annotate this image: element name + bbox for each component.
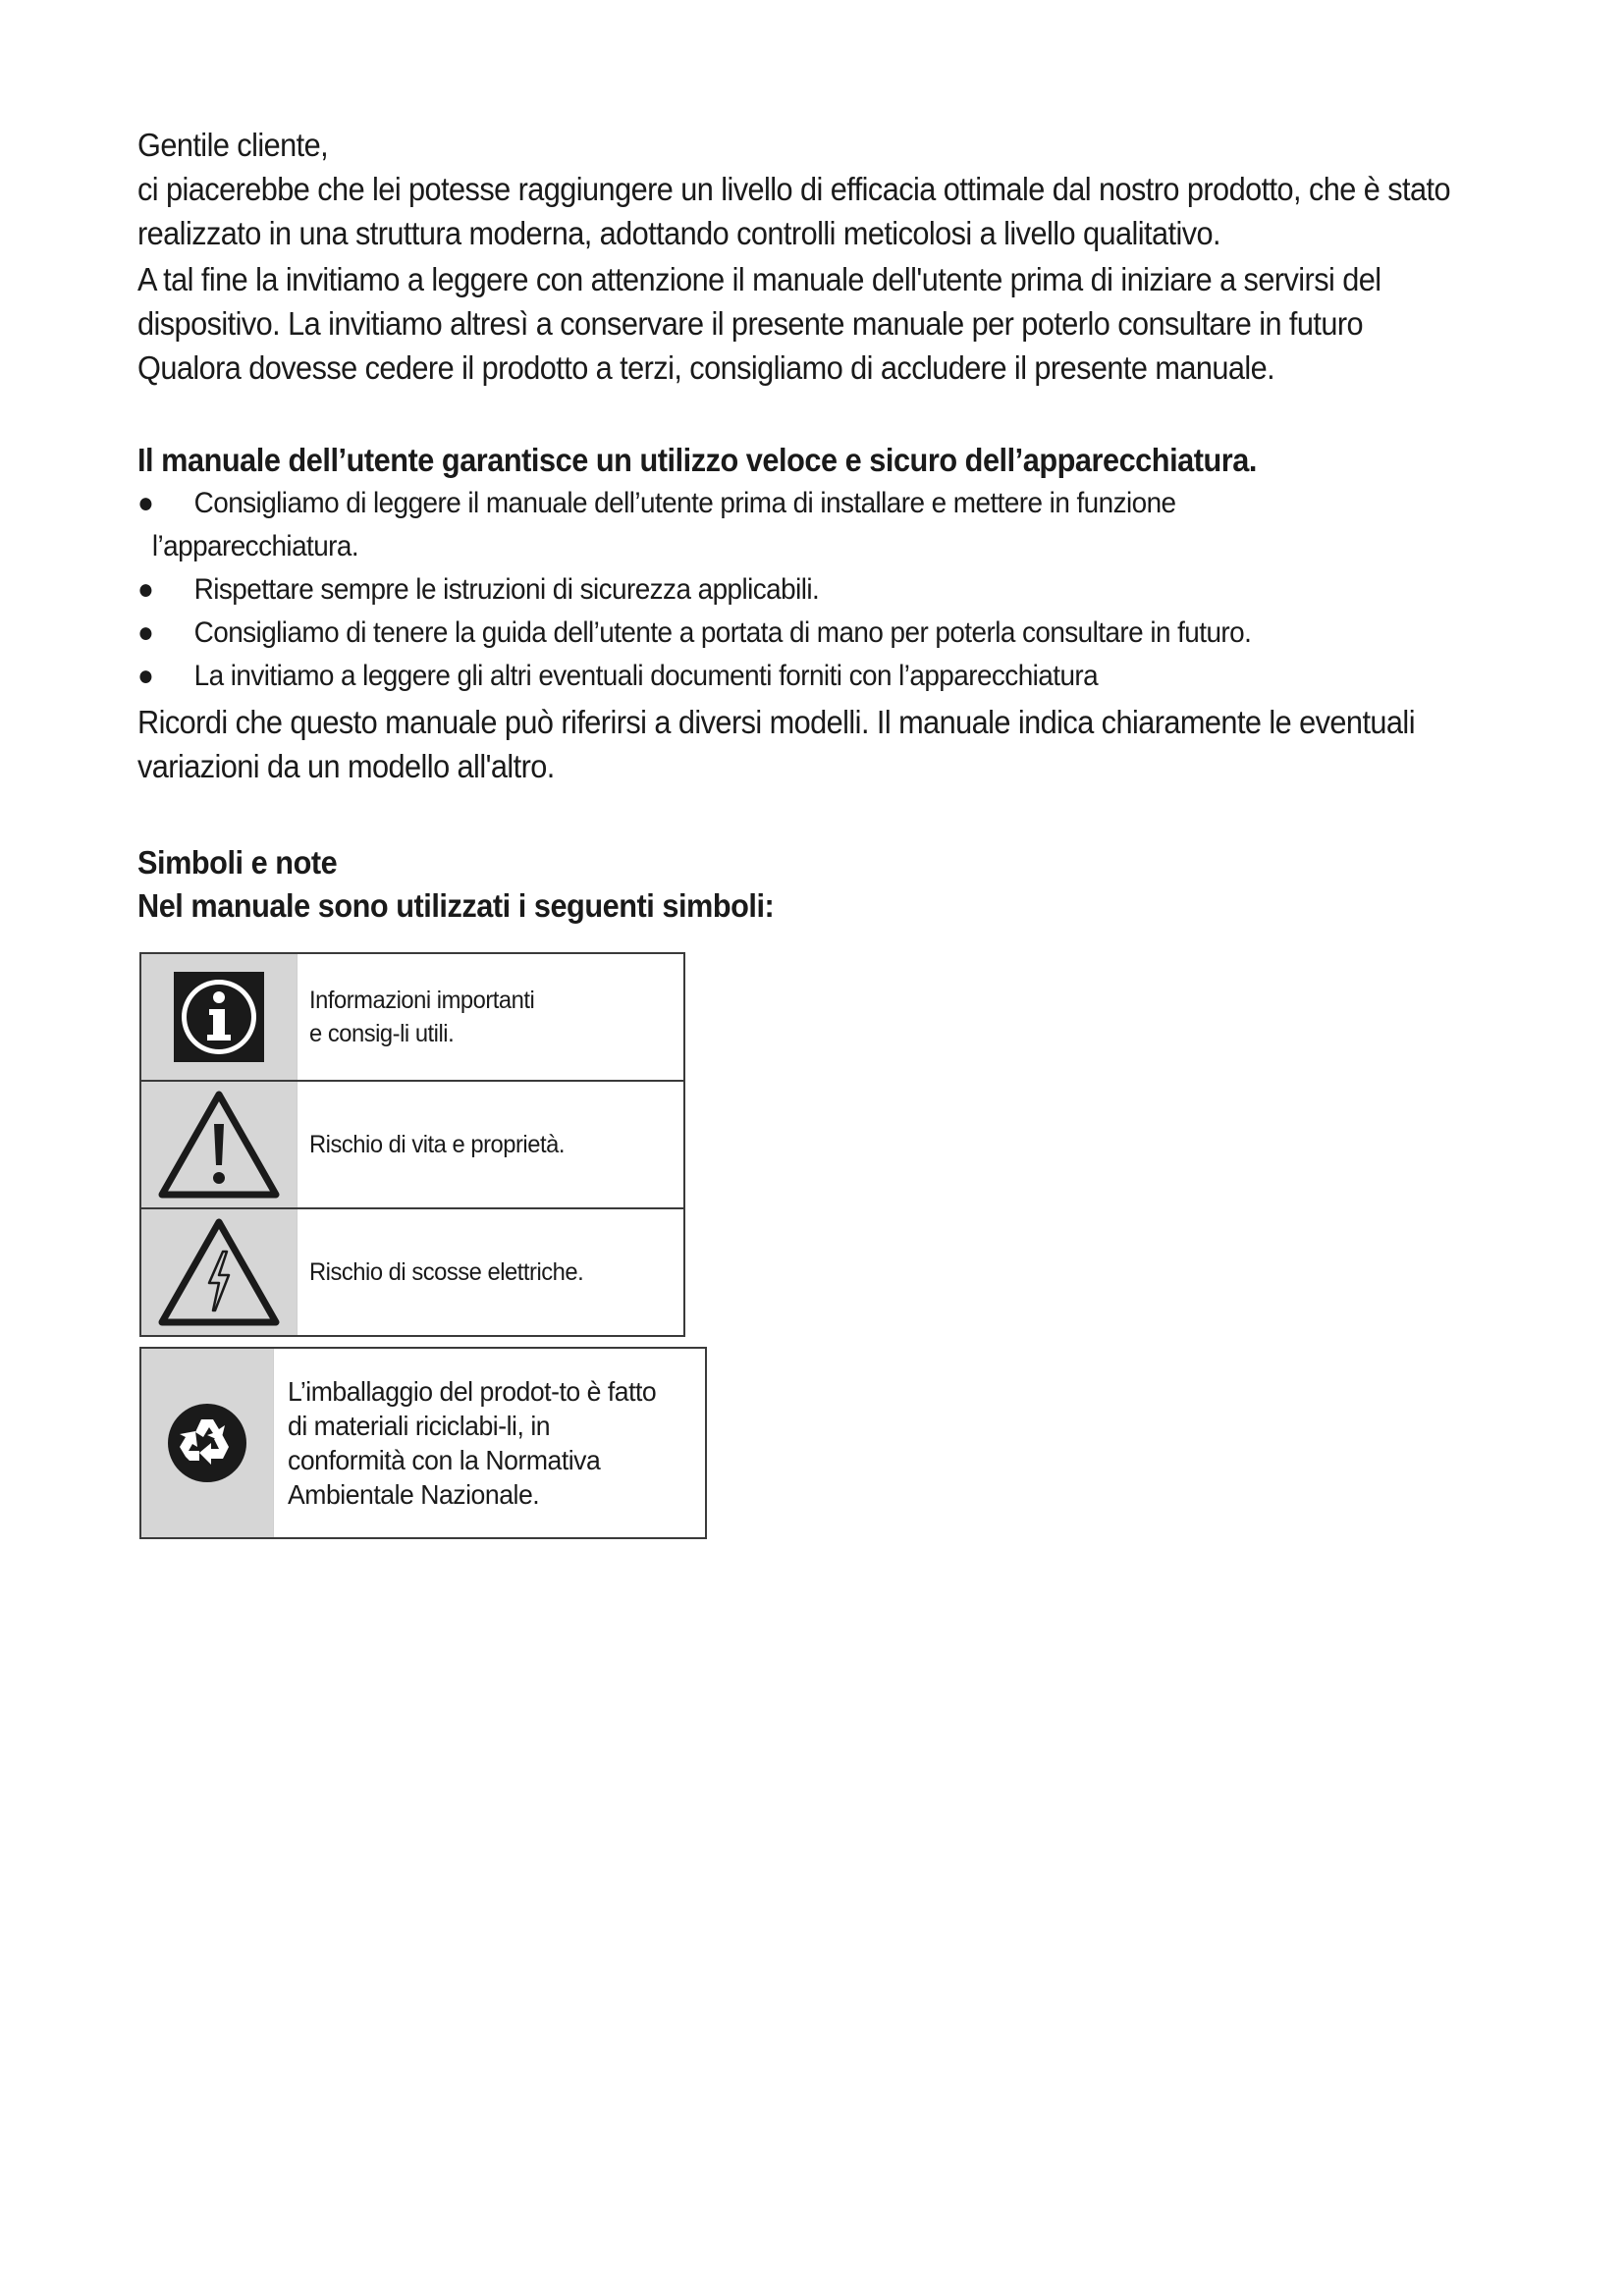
symbol-description — [274, 1349, 705, 1537]
manual-section — [137, 439, 1492, 788]
symbol-row — [141, 1209, 683, 1337]
list-item — [137, 568, 1473, 612]
symbols-section — [137, 841, 1492, 928]
bullet-icon: ● — [137, 573, 154, 606]
symbols-table — [139, 952, 685, 1337]
info-icon — [172, 970, 266, 1064]
list-item-text: l’apparecchiatura. — [151, 530, 359, 562]
models-note — [137, 700, 1492, 788]
intro-line: A tal fine la invitiamo a leggere con attenzione il manuale dell'utente prima di iniziare a servirsi del — [137, 261, 1381, 297]
bullet-icon: ● — [137, 487, 154, 519]
symbol-text: Informazioni importanti e consig-li utili. — [309, 987, 535, 1047]
list-item — [137, 655, 1473, 698]
intro-line: realizzato in una struttura moderna, adottando controlli meticolosi a livello qualitativo. — [137, 215, 1220, 251]
list-item-text: La invitiamo a leggere gli altri eventuali documenti forniti con l’apparecchiatura — [193, 660, 1099, 692]
recycle-icon — [166, 1402, 248, 1484]
symbol-text: Rischio di scosse elettriche. — [309, 1258, 584, 1286]
bullet-list — [137, 482, 1492, 698]
intro-line: ci piacerebbe che lei potesse raggiungere un livello di efficacia ottimale dal nostro prodotto, che è stato — [137, 171, 1450, 207]
electric-shock-icon — [158, 1218, 280, 1326]
symbol-text: Rischio di vita e proprietà. — [309, 1131, 565, 1158]
symbol-cell — [141, 1082, 298, 1207]
bullet-icon: ● — [137, 660, 154, 692]
list-item-text: Rispettare sempre le istruzioni di sicurezza applicabili. — [193, 573, 820, 606]
bullet-icon: ● — [137, 616, 154, 649]
document-page — [137, 123, 1492, 928]
intro-block — [137, 123, 1492, 390]
symbol-cell — [141, 1209, 298, 1335]
symbol-description — [298, 954, 683, 1080]
symbol-row — [141, 1082, 683, 1209]
note-line: variazioni da un modello all'altro. — [137, 748, 555, 784]
section-title: Il manuale dell’utente garantisce un utilizzo veloce e sicuro dell’apparecchiatura. — [137, 442, 1257, 478]
greeting: Gentile cliente, — [137, 127, 329, 163]
symbol-text: L’imballaggio del prodot-to è fatto di materiali riciclabi-li, in conformità con la Normativa Ambientale Nazionale. — [288, 1376, 657, 1510]
note-line: Ricordi che questo manuale può riferirsi a diversi modelli. Il manuale indica chiaramente le eventuali — [137, 704, 1415, 740]
list-item — [137, 612, 1473, 655]
intro-line: dispositivo. La invitiamo altresì a conservare il presente manuale per poterlo consultare in futuro — [137, 305, 1364, 342]
recycle-note — [139, 1347, 707, 1539]
intro-line: Qualora dovesse cedere il prodotto a terzi, consigliamo di accludere il presente manuale. — [137, 349, 1275, 386]
symbol-description — [298, 1082, 683, 1207]
list-item-text: Consigliamo di leggere il manuale dell’utente prima di installare e mettere in funzione — [193, 487, 1176, 519]
symbols-title: Simboli e note — [137, 844, 338, 881]
list-item — [137, 482, 1473, 568]
symbol-cell — [141, 1349, 274, 1537]
symbol-description — [298, 1209, 683, 1335]
symbols-subtitle: Nel manuale sono utilizzati i seguenti simboli: — [137, 887, 775, 924]
symbol-cell — [141, 954, 298, 1080]
symbol-row — [141, 954, 683, 1082]
warning-triangle-icon — [158, 1091, 280, 1199]
list-item-text: Consigliamo di tenere la guida dell’utente a portata di mano per poterla consultare in futuro. — [193, 616, 1252, 649]
